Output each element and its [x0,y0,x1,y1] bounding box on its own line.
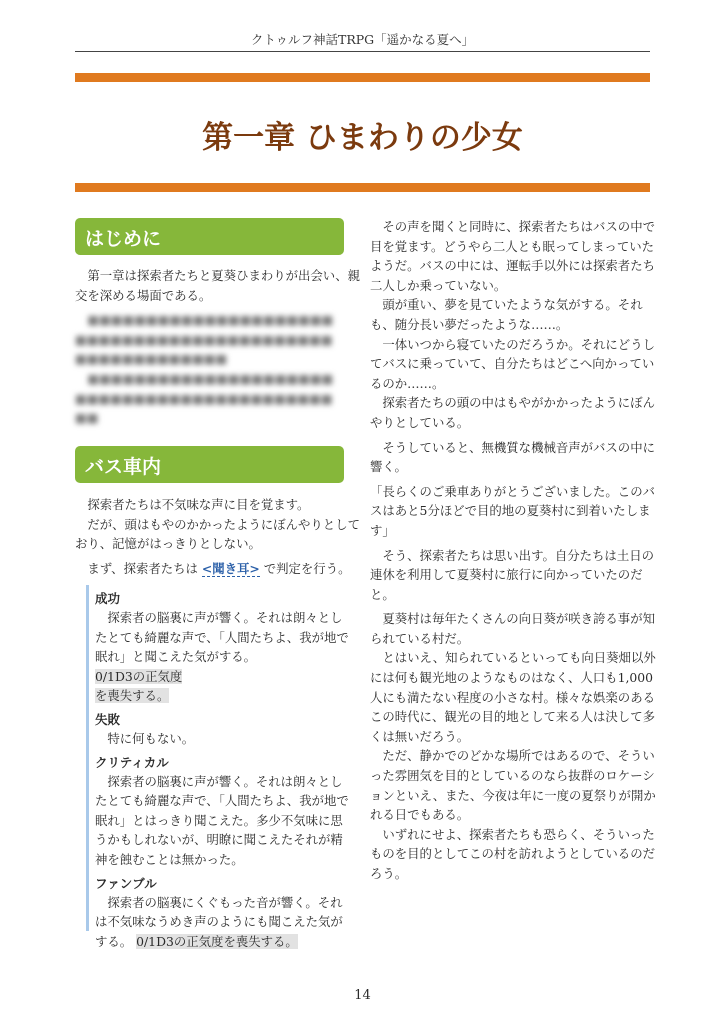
text-line: たとても綺麗な声で、「人間たちよ、我が地で [95,629,349,645]
check-results-box [86,585,349,949]
text-line: 第一章は探索者たちと夏葵ひまわりが出会い、親 [75,268,360,283]
right-column-text [370,217,656,889]
text-line: 探索者の脳裏にくぐもった音が響く。それ [95,894,343,910]
running-header: クトゥルフ神話TRPG「遥かなる夏へ」 [250,32,475,47]
text-line: 探索者の脳裏に声が響く。それは朗々とし [95,610,343,625]
text-line: その声を聞くと同時に、探索者たちはバスの中で [370,219,655,234]
text-line: 「長らくのご乗車ありがとうございました。このバ [370,483,655,499]
text-line: そうしていると、無機質な機械音声がバスの中に [370,439,655,455]
text-line: ■■■■■■■■■■■■■■■■■■■■■ [75,312,334,328]
chapter-top-bar [75,73,650,82]
header-divider [75,51,650,52]
bus-text [75,495,360,583]
skill-link-listen[interactable]: <聞き耳> [201,560,260,576]
result-label-fumble: ファンブル [95,875,157,891]
text-line: 神を蝕むことは無かった。 [95,851,244,867]
result-critical-text [95,772,349,870]
text-line: ろう。 [370,866,408,881]
text-line: 夏葵村は毎年たくさんの向日葵が咲き誇る事が知 [370,611,655,627]
text-line: った雰囲気を目的としているのなら抜群のロケーシ [370,768,655,784]
text-line: 探索者の脳裏に声が響く。それは朗々とし [95,773,343,789]
text-line: 一体いつから寝ていたのだろうか。それにどうし [370,336,655,352]
text-line: 頭が重い、夢を見ていたような気がする。それ [370,297,643,313]
text-line: ョンといえ、また、今夜は年に一度の夏祭りが開か [370,787,656,803]
text-line: と。 [370,586,395,602]
text-line: この時代に、観光の目的地として来る人は決して多 [370,709,655,725]
text-line: ■■■■■■■■■■■■■■■■■■■■■■ [75,390,333,406]
text-line: るのか……。 [370,375,445,391]
paragraph [370,438,656,477]
text-line: ■■■■■■■■■■■■■■■■■■■■■ [75,370,334,386]
text-line: やりとしている。 [370,414,470,430]
text-line: 探索者たちは不気味な声に目を覚ます。 [75,497,310,512]
text-line: られている村だ。 [370,630,470,646]
text-line: には何も観光地のようなものはなく、人口も1,000 [370,670,654,686]
text-line: いずれにせよ、探索者たちも恐らく、そういった [370,826,655,842]
section-heading-intro: はじめに [75,218,344,255]
check-instruction: まず、探索者たちは <聞き耳> で判定を行う。 [75,560,351,576]
paragraph [370,217,656,433]
text-line: 交を深める場面である。 [75,287,212,303]
result-label-critical: クリティカル [95,754,169,770]
text-line: だが、頭はもやのかかったようにぼんやりとして [75,516,360,532]
chapter-bottom-bar [75,183,650,192]
paragraph [370,609,656,883]
text-line: くは無いだろう。 [370,728,470,744]
text-line: れる日でもある。 [370,807,470,823]
text-line: うかもしれないが、明瞭に聞こえたそれが精 [95,832,343,848]
chapter-title: 第一章 ひまわりの少女 [202,120,523,156]
text-line: 特に何もない。 [95,730,195,746]
paragraph [370,546,656,605]
page-number: 14 [354,988,371,1003]
text-line: そう、探索者たちは思い出す。自分たちは土日の [370,547,654,563]
text-line: ようだ。バスの中には、運転手以外には探索者たち [370,258,655,274]
text-line: ■■■■■■■■■■■■■■■■■■■■■■ [75,331,333,347]
text-line: 眠れ」と聞こえた気がする。 [95,649,257,665]
text-line: ものを目的としてこの村を訪れようとしているのだ [370,846,655,862]
text-line: 眠れ」とはっきり聞こえた。多少不気味に思 [95,812,343,828]
result-label-failure: 失敗 [95,711,121,727]
text-line: 目を覚ます。どうやら二人とも眠ってしまっていた [370,238,654,254]
text-line: てバスに乗っていて、自分たちはどこへ向かってい [370,356,655,372]
text-line: おり、記憶がはっきりとしない。 [75,536,261,552]
text-line: も、随分長い夢だったような……。 [370,316,569,332]
text-line: 二人しか乗っていない。 [370,277,507,293]
text-line: とはいえ、知られているといっても向日葵畑以外 [370,650,656,666]
result-fumble-text: 探索者の脳裏にくぐもった音が響く。それ は不気味なうめき声のようにも聞こえた気が する。 0/1D3の正気度を喪失する。 [95,893,346,952]
text-line: 響く。 [370,459,407,475]
text-line: 探索者たちの頭の中はもやがかかったようにぼん [370,395,655,411]
text-line: スはあと5分ほどで目的地の夏葵村に到着いたしま [370,503,651,519]
text-line: す」 [370,522,395,538]
result-success-text: 探索者の脳裏に声が響く。それは朗々とし たとても綺麗な声で、「人間たちよ、我が地で 眠れ」と聞こえた気がする。 0/1D3の正気度 を喪失する。 [95,610,349,704]
text-line: 連休を利用して夏葵村に旅行に向かっていたのだ [370,567,643,583]
text-line: 人にも満たない程度の小さな村。様々な娯楽のある [370,689,655,705]
paragraph [370,482,656,541]
intro-text [75,266,360,433]
text-line: ■■ [75,410,99,426]
result-label-success: 成功 [95,591,121,606]
text-line: は不気味なうめき声のようにも聞こえた気が [95,914,343,930]
section-heading-bus: バス車内 [75,446,344,483]
text-line: たとても綺麗な声で、「人間たちよ、我が地で [95,793,349,809]
result-failure-text [95,729,346,749]
text-line: ただ、静かでのどかな場所ではあるので、そうい [370,748,655,764]
text-line: ■■■■■■■■■■■■■ [75,351,228,367]
